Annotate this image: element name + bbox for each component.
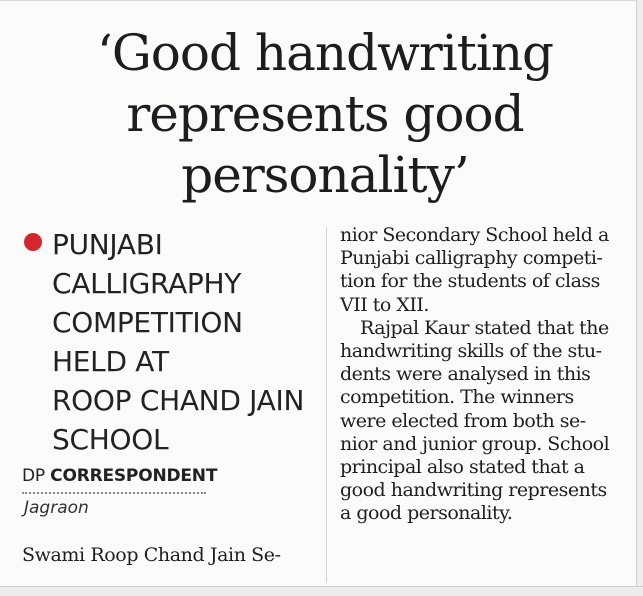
deck-line: SCHOOL <box>52 423 169 456</box>
red-bullet-icon <box>24 233 42 251</box>
body-text-left: Swami Roop Chand Jain Se- <box>22 544 281 566</box>
body-line: competition. The winners <box>340 386 574 409</box>
body-line: nior Secondary School held a <box>340 224 609 246</box>
body-text-right <box>340 224 630 526</box>
page-edge-right <box>636 0 643 595</box>
body-line: were elected from both se- <box>340 409 586 432</box>
column-divider <box>326 227 327 583</box>
body-line: nior and junior group. School <box>340 432 610 455</box>
body-line: handwriting skills of the stu- <box>340 340 602 363</box>
body-line: Punjabi calligraphy competi- <box>340 247 603 270</box>
headline-line: ‘Good handwriting <box>96 24 554 82</box>
body-line: good handwriting represents <box>340 479 607 502</box>
byline-name: CORRESPONDENT <box>50 466 218 486</box>
body-line: a good personality. <box>340 502 513 525</box>
deck-subheading <box>52 225 322 459</box>
headline-line: represents good <box>126 85 524 143</box>
body-line: Rajpal Kaur stated that the <box>360 316 609 339</box>
headline <box>20 23 630 206</box>
byline-prefix: DP <box>22 466 45 486</box>
body-line: principal also stated that a <box>340 456 585 479</box>
deck-line: ROOP CHAND JAIN <box>52 384 305 417</box>
deck-line: HELD AT <box>52 345 169 378</box>
body-line: dents were analysed in this <box>340 363 591 386</box>
deck-line: CALLIGRAPHY <box>52 267 242 300</box>
byline-divider <box>22 492 206 494</box>
deck-line: PUNJABI <box>52 228 163 261</box>
headline-line: personality’ <box>181 146 469 204</box>
body-line: tion for the students of class <box>340 270 600 293</box>
deck-line: COMPETITION <box>52 306 243 339</box>
dateline-place: Jagraon <box>24 498 89 518</box>
body-line: VII to XII. <box>340 293 429 316</box>
byline <box>22 466 217 486</box>
